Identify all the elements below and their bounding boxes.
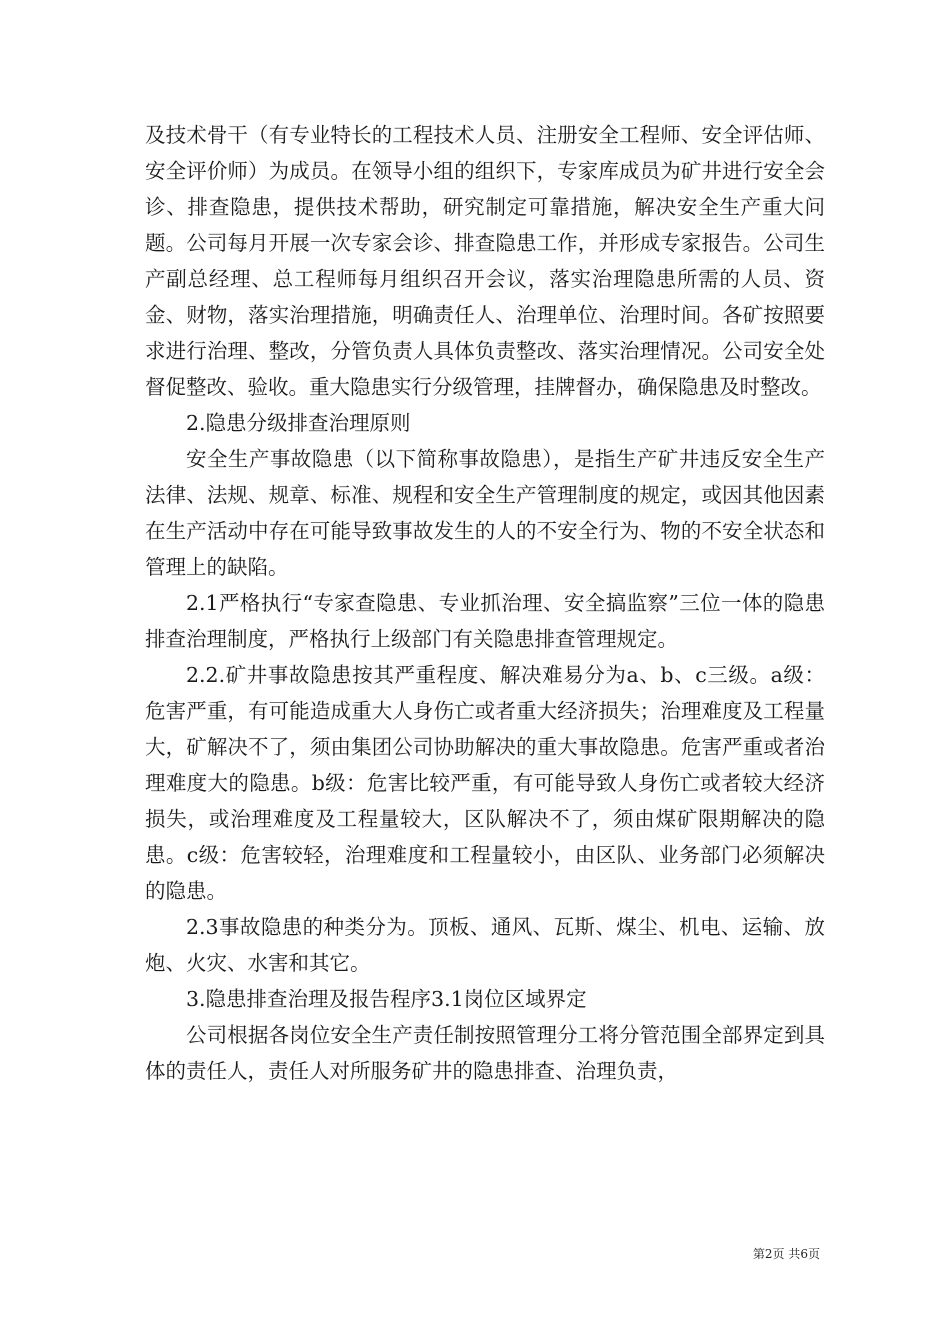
section-heading-grading-principle: 2.隐患分级排查治理原则: [186, 411, 411, 435]
page-number: 第2页 共6页: [752, 1247, 820, 1261]
paragraph-expert-team: 及技术骨干（有专业特长的工程技术人员、注册安全工程师、安全评估师、安全评价师）为成员。在领导小组的组织下，专家库成员为矿井进行安全会诊、排查隐患，提供技术帮助，研究制定可靠措施，解决安全生产重大问题。公司每月开展一次专家会诊、排查隐患工作，并形成专家报告。公司生产副总经理、总工程师每月组织召开会议，落实治理隐患所需的人员、资金、财物，落实治理措施，明确责任人、治理单位、治理时间。各矿按照要求进行治理、整改，分管负责人具体负责整改、落实治理情况。公司安全处督促整改、验收。重大隐患实行分级管理，挂牌督办，确保隐患及时整改。: [145, 123, 825, 399]
paragraph-2-1: 2.1严格执行“专家查隐患、专业抓治理、安全搞监察”三位一体的隐患排查治理制度，严格执行上级部门有关隐患排查管理规定。: [145, 591, 825, 651]
paragraph-hazard-definition: 安全生产事故隐患（以下简称事故隐患），是指生产矿井违反安全生产法律、法规、规章、标准、规程和安全生产管理制度的规定，或因其他因素在生产活动中存在可能导致事故发生的人的不安全行为、物的不安全状态和管理上的缺陷。: [145, 447, 825, 579]
paragraph-2-3: 2.3事故隐患的种类分为。顶板、通风、瓦斯、煤尘、机电、运输、放炮、火灾、水害和其它。: [145, 915, 825, 975]
paragraph-2-2: 2.2.矿井事故隐患按其严重程度、解决难易分为a、b、c三级。a级：危害严重，有可能造成重大人身伤亡或者重大经济损失；治理难度及工程量大，矿解决不了，须由集团公司协助解决的重大事故隐患。危害严重或者治理难度大的隐患。b级：危害比较严重，有可能导致人身伤亡或者较大经济损失，或治理难度及工程量较大，区队解决不了，须由煤矿限期解决的隐患。c级：危害较轻，治理难度和工程量较小，由区队、业务部门必须解决的隐患。: [145, 663, 825, 903]
paragraph-area-definition: 公司根据各岗位安全生产责任制按照管理分工将分管范围全部界定到具体的责任人，责任人对所服务矿井的隐患排查、治理负责，: [145, 1023, 825, 1083]
body-text: [145, 117, 825, 1089]
section-heading-reporting-procedure: 3.隐患排查治理及报告程序3.1岗位区域界定: [186, 987, 587, 1011]
